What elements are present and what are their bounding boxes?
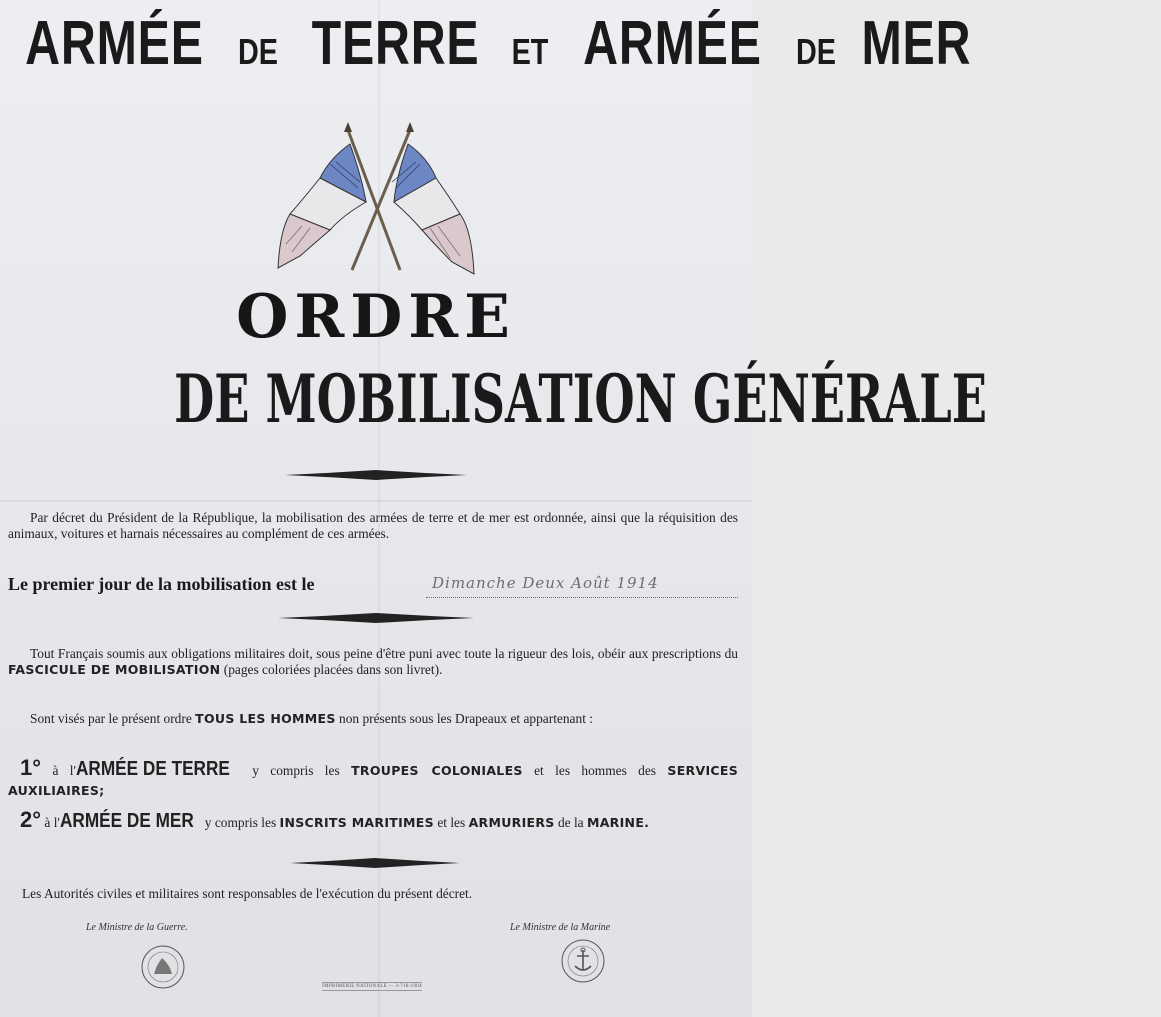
- item-emphasis: MARINE.: [586, 815, 650, 830]
- printer-imprint: IMPRIMERIE NATIONALE — 3-718-1904: [322, 984, 422, 989]
- header-word-terre: TERRE: [311, 9, 480, 78]
- concerned-text-after: non présents sous les Drapeaux et appartenant :: [339, 711, 593, 726]
- poster-header: [0, 8, 972, 79]
- seal-war-ministry-icon: [140, 944, 186, 990]
- signature-minister-navy: Le Ministre de la Marine: [510, 922, 611, 933]
- item-text: de la: [557, 815, 584, 830]
- header-word-mer: MER: [861, 9, 972, 78]
- obligations-text-after: (pages coloriées placées dans son livret).: [223, 662, 443, 677]
- item-text: et les: [437, 815, 466, 830]
- concerned-emphasis: TOUS LES HOMMES: [195, 711, 336, 726]
- header-word-armee-2: ARMÉE: [583, 9, 762, 78]
- closing-paragraph: Les Autorités civiles et militaires sont responsables de l'exécution du présent décret.: [22, 886, 473, 901]
- concerned-paragraph: [8, 711, 738, 727]
- signature-minister-war: Le Ministre de la Guerre.: [86, 922, 188, 933]
- item-army: ARMÉE DE MER: [59, 810, 194, 832]
- item-emphasis: INSCRITS MARITIMES: [279, 815, 434, 830]
- ornament-divider-icon: [278, 612, 474, 624]
- concerned-text: Sont visés par le présent ordre: [30, 711, 192, 726]
- item-army: ARMÉE DE TERRE: [75, 758, 230, 780]
- item-number: 2°: [20, 807, 42, 832]
- item-text: et les hommes des: [534, 763, 657, 778]
- obligations-emphasis: FASCICULE DE MOBILISATION: [8, 662, 221, 677]
- title-mobilisation-text: DE MOBILISATION GÉNÉRALE: [174, 360, 987, 438]
- crossed-flags-icon: [270, 118, 480, 278]
- title-mobilisation: [0, 360, 987, 438]
- list-item-army-mer: [8, 807, 738, 833]
- title-ordre: ORDRE: [236, 282, 516, 352]
- obligations-paragraph: [8, 646, 738, 678]
- item-number: 1°: [20, 755, 42, 780]
- item-prefix: à l': [52, 763, 76, 778]
- item-emphasis: TROUPES COLONIALES: [351, 763, 523, 778]
- item-text: y compris les: [204, 815, 277, 830]
- seal-navy-ministry-icon: [560, 938, 606, 984]
- header-word-de-2: DE: [796, 31, 837, 72]
- header-word-de: DE: [238, 31, 279, 72]
- list-item-army-terre: [8, 755, 739, 801]
- item-emphasis: SERVICES AUXILIAIRES;: [8, 763, 739, 798]
- header-word-armee: ARMÉE: [25, 9, 204, 78]
- item-emphasis: ARMURIERS: [468, 815, 555, 830]
- paper-fold-horizontal: [0, 500, 752, 502]
- header-word-et: ET: [512, 31, 549, 72]
- ornament-divider-icon: [290, 857, 460, 869]
- decree-paragraph: Par décret du Président de la République, la mobilisation des armées de terre et de mer est ordonnée, ainsi que la réquisition des animaux, voitures et harnais nécessaires au complément de ces armées.: [8, 510, 738, 541]
- item-prefix: à l': [44, 815, 60, 830]
- ornament-divider-icon: [285, 468, 467, 482]
- obligations-text: Tout Français soumis aux obligations militaires doit, sous peine d'être puni avec toute la rigueur des lois, obéir aux prescriptions du: [30, 646, 738, 661]
- first-day-label: Le premier jour de la mobilisation est le: [8, 574, 315, 594]
- item-text: y compris les: [252, 763, 340, 778]
- first-day-date-handwritten: Dimanche Deux Août 1914: [426, 574, 738, 598]
